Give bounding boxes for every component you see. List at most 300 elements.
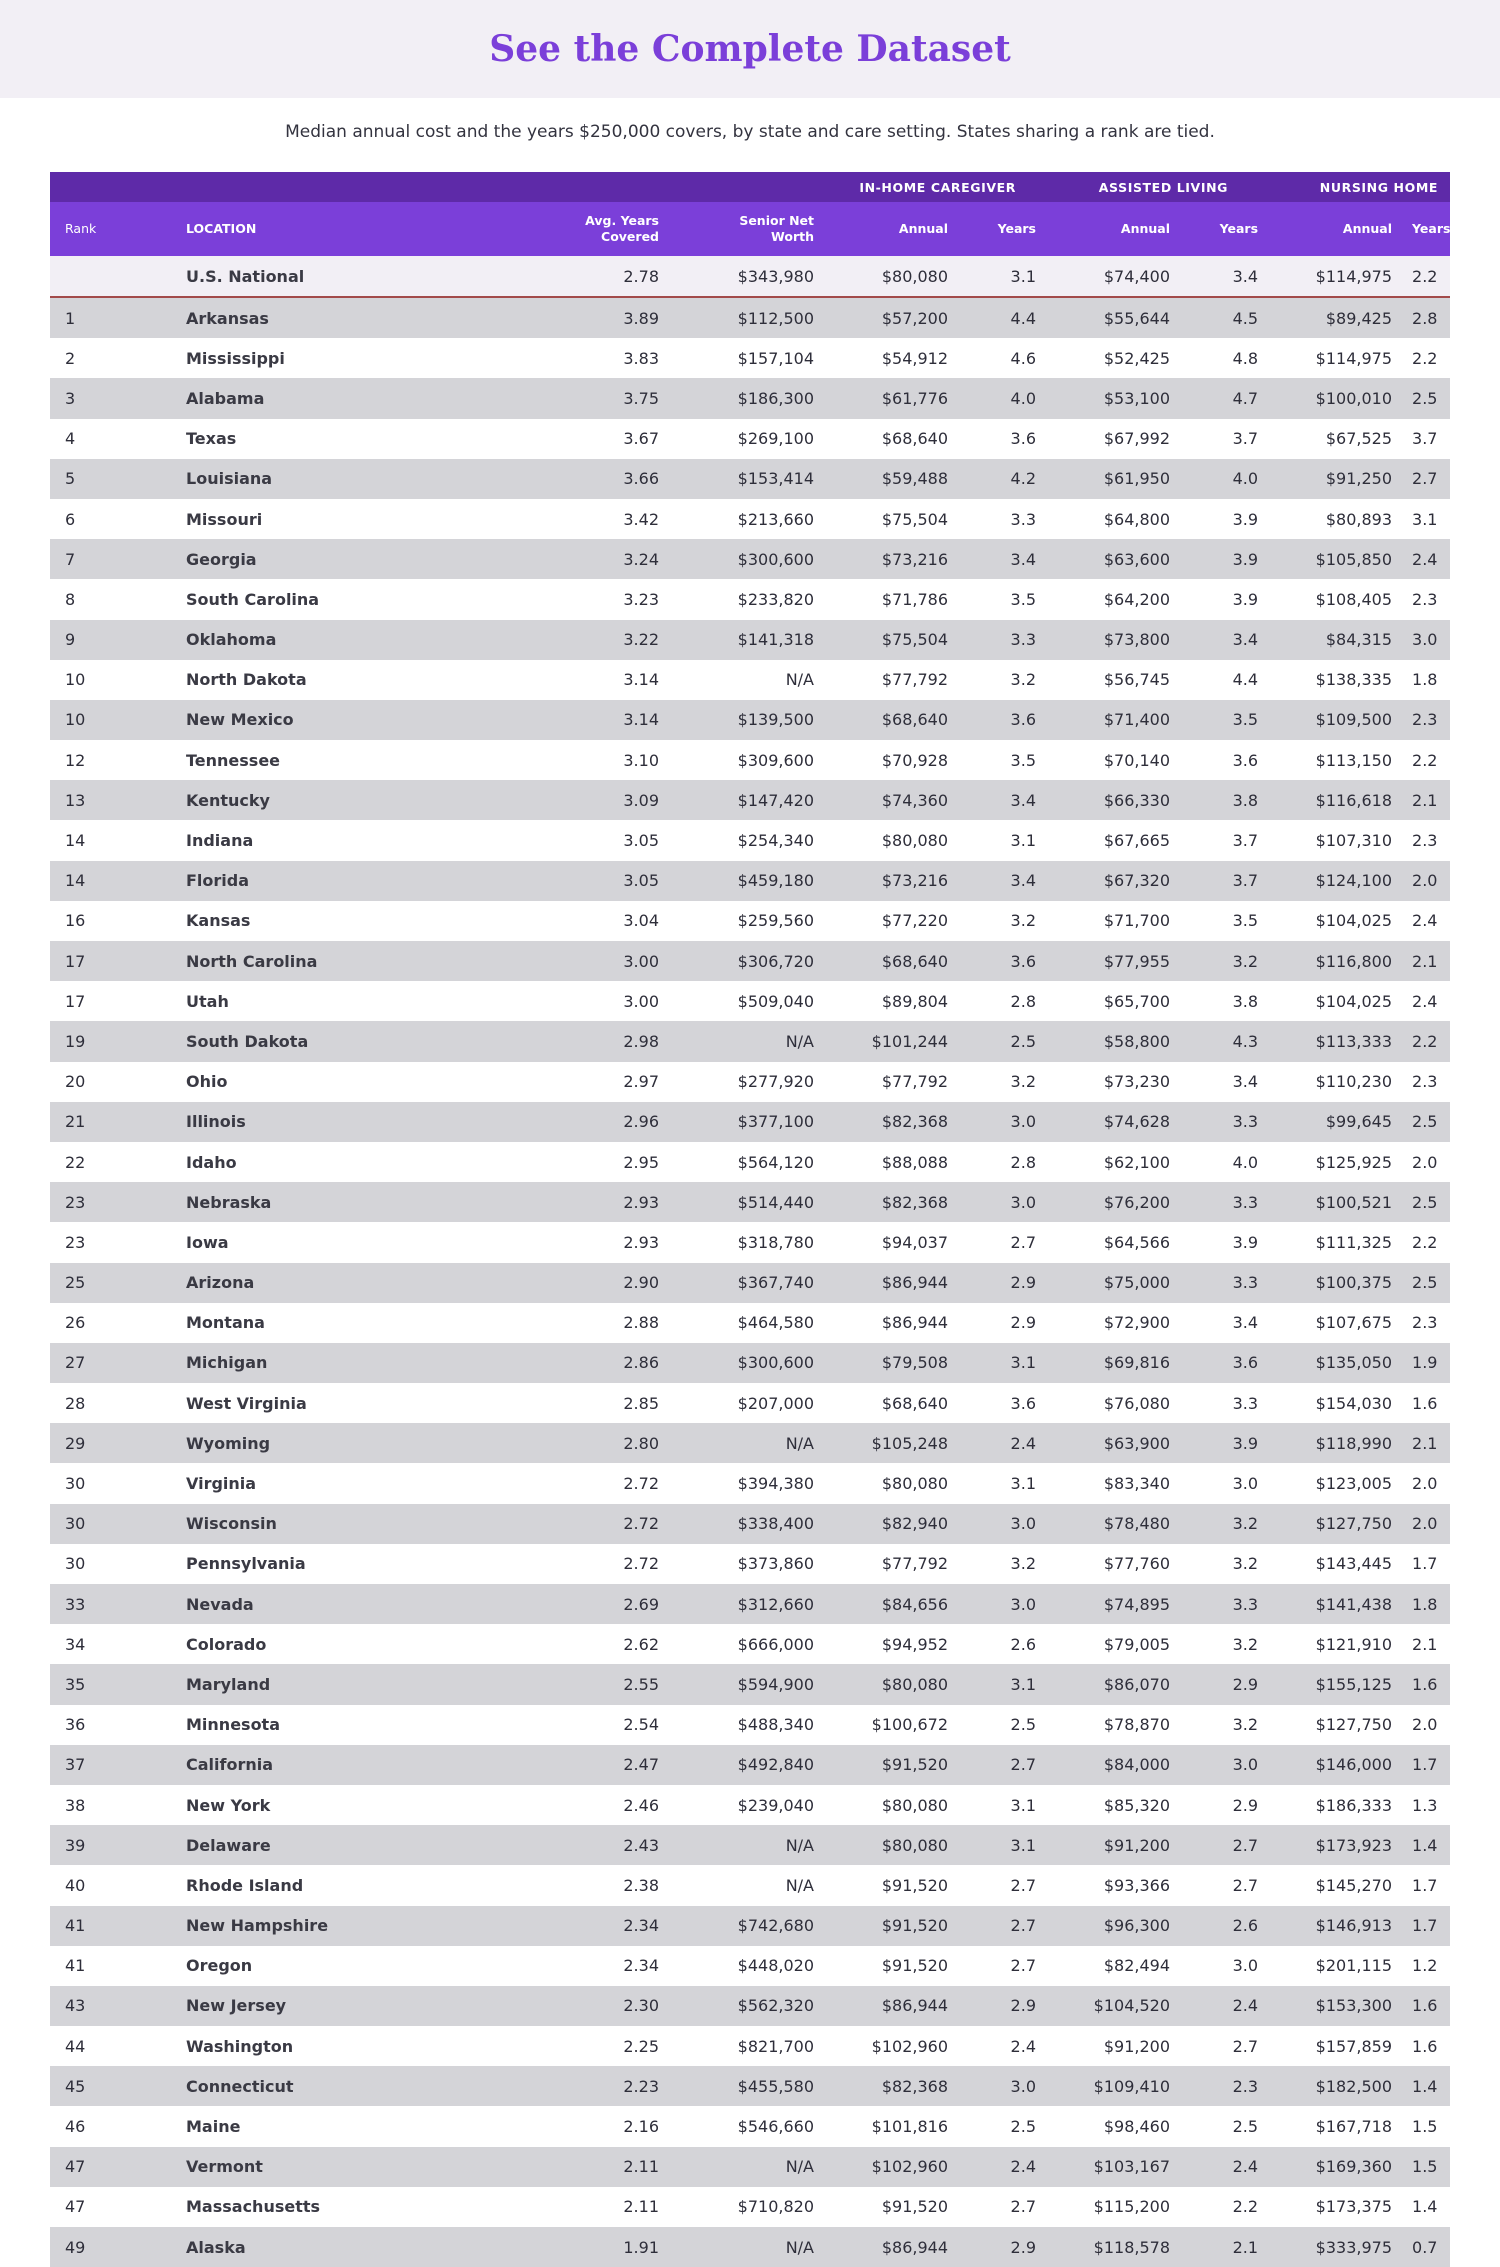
cell-net-worth: N/A bbox=[669, 1423, 824, 1463]
cell-in-home-years: 3.1 bbox=[958, 820, 1046, 860]
cell-location: Nevada bbox=[136, 1584, 436, 1624]
cell-avg-years: 2.93 bbox=[436, 1222, 669, 1262]
cell-in-home-annual: $80,080 bbox=[824, 1785, 958, 1825]
cell-assisted-years: 3.3 bbox=[1180, 1263, 1268, 1303]
cell-net-worth: $186,300 bbox=[669, 378, 824, 418]
cell-in-home-years: 2.9 bbox=[958, 1263, 1046, 1303]
cell-assisted-annual: $91,200 bbox=[1046, 2026, 1180, 2066]
cell-location: Texas bbox=[136, 419, 436, 459]
cell-in-home-annual: $73,216 bbox=[824, 539, 958, 579]
cell-net-worth: $309,600 bbox=[669, 740, 824, 780]
cell-avg-years: 3.14 bbox=[436, 660, 669, 700]
cell-in-home-annual: $61,776 bbox=[824, 378, 958, 418]
cell-nursing-annual: $118,990 bbox=[1268, 1423, 1402, 1463]
cell-assisted-years: 2.4 bbox=[1180, 2147, 1268, 2187]
table-row bbox=[50, 740, 1450, 780]
cell-net-worth: $213,660 bbox=[669, 499, 824, 539]
cell-assisted-annual: $75,000 bbox=[1046, 1263, 1180, 1303]
cell-in-home-years: 2.8 bbox=[958, 981, 1046, 1021]
table-row bbox=[50, 1865, 1450, 1905]
cell-avg-years: 2.72 bbox=[436, 1463, 669, 1503]
cell-assisted-annual: $77,955 bbox=[1046, 941, 1180, 981]
national-in-home-annual: $80,080 bbox=[824, 256, 958, 297]
cell-nursing-years: 2.5 bbox=[1402, 1102, 1450, 1142]
cell-assisted-annual: $72,900 bbox=[1046, 1303, 1180, 1343]
table-row bbox=[50, 2227, 1450, 2267]
cell-in-home-annual: $68,640 bbox=[824, 1383, 958, 1423]
cell-rank: 27 bbox=[50, 1343, 136, 1383]
cell-net-worth: $666,000 bbox=[669, 1624, 824, 1664]
cell-assisted-annual: $96,300 bbox=[1046, 1906, 1180, 1946]
cell-nursing-annual: $110,230 bbox=[1268, 1062, 1402, 1102]
cell-assisted-annual: $69,816 bbox=[1046, 1343, 1180, 1383]
cell-assisted-years: 3.8 bbox=[1180, 780, 1268, 820]
cell-nursing-years: 3.1 bbox=[1402, 499, 1450, 539]
cell-avg-years: 2.23 bbox=[436, 2066, 669, 2106]
cell-in-home-annual: $101,816 bbox=[824, 2106, 958, 2146]
cell-in-home-annual: $70,928 bbox=[824, 740, 958, 780]
cell-rank: 5 bbox=[50, 459, 136, 499]
cell-in-home-years: 3.6 bbox=[958, 1383, 1046, 1423]
cell-in-home-annual: $91,520 bbox=[824, 1865, 958, 1905]
cell-nursing-years: 2.5 bbox=[1402, 1182, 1450, 1222]
cell-rank: 10 bbox=[50, 700, 136, 740]
cell-in-home-years: 2.6 bbox=[958, 1624, 1046, 1664]
cell-nursing-years: 2.1 bbox=[1402, 941, 1450, 981]
cell-nursing-annual: $104,025 bbox=[1268, 901, 1402, 941]
group-header-row bbox=[50, 172, 1450, 202]
cell-assisted-years: 2.4 bbox=[1180, 1986, 1268, 2026]
table-row bbox=[50, 1785, 1450, 1825]
cell-in-home-annual: $86,944 bbox=[824, 1986, 958, 2026]
cell-assisted-annual: $115,200 bbox=[1046, 2187, 1180, 2227]
cell-nursing-years: 2.4 bbox=[1402, 539, 1450, 579]
table-row bbox=[50, 1946, 1450, 1986]
table-row bbox=[50, 419, 1450, 459]
cell-net-worth: $464,580 bbox=[669, 1303, 824, 1343]
national-in-home-years: 3.1 bbox=[958, 256, 1046, 297]
table-row bbox=[50, 1906, 1450, 1946]
cell-in-home-annual: $82,368 bbox=[824, 1102, 958, 1142]
cell-location: North Dakota bbox=[136, 660, 436, 700]
cell-net-worth: $306,720 bbox=[669, 941, 824, 981]
cell-in-home-years: 2.9 bbox=[958, 2227, 1046, 2267]
cell-location: Florida bbox=[136, 861, 436, 901]
cell-nursing-years: 2.0 bbox=[1402, 1142, 1450, 1182]
cell-nursing-annual: $141,438 bbox=[1268, 1584, 1402, 1624]
cell-avg-years: 3.66 bbox=[436, 459, 669, 499]
national-net-worth: $343,980 bbox=[669, 256, 824, 297]
cell-nursing-years: 2.0 bbox=[1402, 1504, 1450, 1544]
cell-nursing-years: 1.6 bbox=[1402, 1986, 1450, 2026]
cell-nursing-years: 2.1 bbox=[1402, 1624, 1450, 1664]
cell-location: Indiana bbox=[136, 820, 436, 860]
cell-in-home-years: 3.6 bbox=[958, 419, 1046, 459]
cell-in-home-years: 4.6 bbox=[958, 338, 1046, 378]
cell-avg-years: 2.72 bbox=[436, 1504, 669, 1544]
table-row bbox=[50, 1624, 1450, 1664]
table-row bbox=[50, 660, 1450, 700]
cell-net-worth: $455,580 bbox=[669, 2066, 824, 2106]
cell-nursing-annual: $333,975 bbox=[1268, 2227, 1402, 2267]
cell-assisted-years: 3.3 bbox=[1180, 1102, 1268, 1142]
cell-nursing-annual: $145,270 bbox=[1268, 1865, 1402, 1905]
table-row bbox=[50, 2106, 1450, 2146]
cell-avg-years: 2.34 bbox=[436, 1906, 669, 1946]
cell-in-home-annual: $75,504 bbox=[824, 499, 958, 539]
cell-nursing-annual: $127,750 bbox=[1268, 1705, 1402, 1745]
cell-in-home-years: 2.5 bbox=[958, 1021, 1046, 1061]
cell-avg-years: 2.25 bbox=[436, 2026, 669, 2066]
cell-rank: 23 bbox=[50, 1182, 136, 1222]
cell-assisted-years: 4.5 bbox=[1180, 297, 1268, 338]
cell-rank: 13 bbox=[50, 780, 136, 820]
cell-avg-years: 2.62 bbox=[436, 1624, 669, 1664]
cell-nursing-years: 1.7 bbox=[1402, 1906, 1450, 1946]
cell-location: Nebraska bbox=[136, 1182, 436, 1222]
cell-in-home-years: 2.7 bbox=[958, 2187, 1046, 2227]
cell-rank: 45 bbox=[50, 2066, 136, 2106]
cell-in-home-years: 3.1 bbox=[958, 1785, 1046, 1825]
table-row bbox=[50, 700, 1450, 740]
cell-in-home-years: 2.7 bbox=[958, 1946, 1046, 1986]
cell-rank: 30 bbox=[50, 1544, 136, 1584]
dataset-table bbox=[50, 172, 1450, 2267]
cell-rank: 14 bbox=[50, 861, 136, 901]
cell-rank: 10 bbox=[50, 660, 136, 700]
cell-assisted-annual: $56,745 bbox=[1046, 660, 1180, 700]
cell-location: Vermont bbox=[136, 2147, 436, 2187]
cell-nursing-annual: $125,925 bbox=[1268, 1142, 1402, 1182]
table-row bbox=[50, 1303, 1450, 1343]
cell-location: Iowa bbox=[136, 1222, 436, 1262]
cell-in-home-years: 3.2 bbox=[958, 1062, 1046, 1102]
column-header-net-worth-line2: Worth bbox=[771, 229, 814, 244]
cell-nursing-annual: $100,521 bbox=[1268, 1182, 1402, 1222]
cell-in-home-annual: $88,088 bbox=[824, 1142, 958, 1182]
cell-net-worth: $821,700 bbox=[669, 2026, 824, 2066]
column-header-assisted-years: Years bbox=[1180, 202, 1268, 256]
table-row bbox=[50, 620, 1450, 660]
table-row bbox=[50, 1986, 1450, 2026]
cell-assisted-years: 4.0 bbox=[1180, 1142, 1268, 1182]
cell-assisted-years: 3.0 bbox=[1180, 1745, 1268, 1785]
table-row bbox=[50, 459, 1450, 499]
cell-assisted-years: 4.3 bbox=[1180, 1021, 1268, 1061]
cell-in-home-years: 3.2 bbox=[958, 901, 1046, 941]
cell-nursing-years: 1.8 bbox=[1402, 1584, 1450, 1624]
cell-in-home-years: 3.1 bbox=[958, 1825, 1046, 1865]
cell-in-home-years: 2.4 bbox=[958, 1423, 1046, 1463]
cell-in-home-years: 3.6 bbox=[958, 941, 1046, 981]
cell-nursing-years: 2.0 bbox=[1402, 1705, 1450, 1745]
cell-assisted-annual: $109,410 bbox=[1046, 2066, 1180, 2106]
table-row bbox=[50, 1423, 1450, 1463]
cell-avg-years: 2.38 bbox=[436, 1865, 669, 1905]
table-row bbox=[50, 1825, 1450, 1865]
cell-rank: 40 bbox=[50, 1865, 136, 1905]
cell-nursing-years: 2.7 bbox=[1402, 459, 1450, 499]
cell-in-home-years: 2.4 bbox=[958, 2026, 1046, 2066]
cell-nursing-years: 2.5 bbox=[1402, 1263, 1450, 1303]
cell-rank: 38 bbox=[50, 1785, 136, 1825]
cell-nursing-annual: $113,150 bbox=[1268, 740, 1402, 780]
cell-assisted-years: 3.5 bbox=[1180, 700, 1268, 740]
cell-in-home-annual: $91,520 bbox=[824, 1745, 958, 1785]
cell-assisted-annual: $63,900 bbox=[1046, 1423, 1180, 1463]
cell-nursing-years: 1.6 bbox=[1402, 1383, 1450, 1423]
table-row bbox=[50, 981, 1450, 1021]
cell-assisted-years: 2.3 bbox=[1180, 2066, 1268, 2106]
cell-in-home-annual: $77,792 bbox=[824, 1062, 958, 1102]
cell-assisted-years: 3.9 bbox=[1180, 579, 1268, 619]
table-row bbox=[50, 297, 1450, 338]
table-row bbox=[50, 1182, 1450, 1222]
national-location: U.S. National bbox=[136, 256, 436, 297]
cell-nursing-years: 2.4 bbox=[1402, 901, 1450, 941]
cell-net-worth: N/A bbox=[669, 2227, 824, 2267]
cell-assisted-annual: $98,460 bbox=[1046, 2106, 1180, 2146]
cell-nursing-annual: $154,030 bbox=[1268, 1383, 1402, 1423]
cell-rank: 17 bbox=[50, 981, 136, 1021]
cell-location: Oregon bbox=[136, 1946, 436, 1986]
cell-nursing-years: 2.5 bbox=[1402, 378, 1450, 418]
cell-assisted-years: 3.9 bbox=[1180, 499, 1268, 539]
cell-nursing-years: 1.5 bbox=[1402, 2147, 1450, 2187]
cell-nursing-annual: $80,893 bbox=[1268, 499, 1402, 539]
cell-avg-years: 3.89 bbox=[436, 297, 669, 338]
cell-assisted-annual: $62,100 bbox=[1046, 1142, 1180, 1182]
cell-location: Georgia bbox=[136, 539, 436, 579]
cell-location: Washington bbox=[136, 2026, 436, 2066]
cell-location: North Carolina bbox=[136, 941, 436, 981]
table-row bbox=[50, 1062, 1450, 1102]
cell-assisted-years: 3.7 bbox=[1180, 861, 1268, 901]
dataset-table-container bbox=[50, 172, 1450, 2267]
cell-nursing-annual: $157,859 bbox=[1268, 2026, 1402, 2066]
cell-location: New Mexico bbox=[136, 700, 436, 740]
cell-assisted-annual: $118,578 bbox=[1046, 2227, 1180, 2267]
cell-location: Illinois bbox=[136, 1102, 436, 1142]
cell-location: Minnesota bbox=[136, 1705, 436, 1745]
column-header-avg-years-line2: Covered bbox=[601, 229, 659, 244]
column-header-avg-years-line1: Avg. Years bbox=[585, 213, 659, 228]
cell-location: Maryland bbox=[136, 1664, 436, 1704]
cell-rank: 20 bbox=[50, 1062, 136, 1102]
cell-in-home-annual: $86,944 bbox=[824, 2227, 958, 2267]
cell-net-worth: N/A bbox=[669, 2147, 824, 2187]
cell-in-home-annual: $68,640 bbox=[824, 419, 958, 459]
table-row bbox=[50, 1021, 1450, 1061]
cell-nursing-years: 2.8 bbox=[1402, 297, 1450, 338]
cell-assisted-annual: $93,366 bbox=[1046, 1865, 1180, 1905]
cell-in-home-years: 2.5 bbox=[958, 2106, 1046, 2146]
table-row bbox=[50, 780, 1450, 820]
cell-nursing-annual: $124,100 bbox=[1268, 861, 1402, 901]
cell-avg-years: 3.67 bbox=[436, 419, 669, 459]
cell-net-worth: $269,100 bbox=[669, 419, 824, 459]
cell-assisted-years: 3.2 bbox=[1180, 941, 1268, 981]
cell-location: West Virginia bbox=[136, 1383, 436, 1423]
cell-nursing-years: 2.3 bbox=[1402, 579, 1450, 619]
cell-avg-years: 2.55 bbox=[436, 1664, 669, 1704]
cell-nursing-annual: $153,300 bbox=[1268, 1986, 1402, 2026]
cell-location: South Carolina bbox=[136, 579, 436, 619]
cell-assisted-years: 3.0 bbox=[1180, 1946, 1268, 1986]
cell-avg-years: 2.46 bbox=[436, 1785, 669, 1825]
column-header-avg-years bbox=[436, 202, 669, 256]
cell-location: Rhode Island bbox=[136, 1865, 436, 1905]
table-row bbox=[50, 2066, 1450, 2106]
cell-assisted-annual: $53,100 bbox=[1046, 378, 1180, 418]
cell-net-worth: $448,020 bbox=[669, 1946, 824, 1986]
cell-in-home-annual: $59,488 bbox=[824, 459, 958, 499]
cell-avg-years: 2.80 bbox=[436, 1423, 669, 1463]
cell-in-home-annual: $91,520 bbox=[824, 2187, 958, 2227]
cell-avg-years: 2.97 bbox=[436, 1062, 669, 1102]
national-rank bbox=[50, 256, 136, 297]
cell-assisted-years: 3.8 bbox=[1180, 981, 1268, 1021]
cell-assisted-years: 3.9 bbox=[1180, 1222, 1268, 1262]
cell-in-home-years: 2.5 bbox=[958, 1705, 1046, 1745]
cell-net-worth: $233,820 bbox=[669, 579, 824, 619]
cell-avg-years: 2.16 bbox=[436, 2106, 669, 2146]
cell-rank: 46 bbox=[50, 2106, 136, 2146]
cell-in-home-annual: $94,952 bbox=[824, 1624, 958, 1664]
cell-assisted-years: 3.0 bbox=[1180, 1463, 1268, 1503]
cell-assisted-years: 3.3 bbox=[1180, 1584, 1268, 1624]
cell-rank: 12 bbox=[50, 740, 136, 780]
cell-rank: 14 bbox=[50, 820, 136, 860]
cell-assisted-years: 3.5 bbox=[1180, 901, 1268, 941]
cell-nursing-annual: $135,050 bbox=[1268, 1343, 1402, 1383]
cell-nursing-annual: $155,125 bbox=[1268, 1664, 1402, 1704]
cell-nursing-years: 2.1 bbox=[1402, 780, 1450, 820]
cell-nursing-annual: $67,525 bbox=[1268, 419, 1402, 459]
column-header-nursing-annual: Annual bbox=[1268, 202, 1402, 256]
cell-rank: 35 bbox=[50, 1664, 136, 1704]
cell-in-home-years: 3.2 bbox=[958, 1544, 1046, 1584]
cell-assisted-years: 4.0 bbox=[1180, 459, 1268, 499]
cell-avg-years: 2.88 bbox=[436, 1303, 669, 1343]
cell-assisted-annual: $58,800 bbox=[1046, 1021, 1180, 1061]
cell-avg-years: 2.69 bbox=[436, 1584, 669, 1624]
cell-in-home-annual: $57,200 bbox=[824, 297, 958, 338]
cell-nursing-annual: $99,645 bbox=[1268, 1102, 1402, 1142]
cell-avg-years: 2.93 bbox=[436, 1182, 669, 1222]
cell-avg-years: 2.95 bbox=[436, 1142, 669, 1182]
table-row bbox=[50, 1745, 1450, 1785]
cell-location: New York bbox=[136, 1785, 436, 1825]
page-title: See the Complete Dataset bbox=[489, 28, 1011, 70]
cell-assisted-annual: $91,200 bbox=[1046, 1825, 1180, 1865]
cell-nursing-years: 1.4 bbox=[1402, 2066, 1450, 2106]
cell-rank: 34 bbox=[50, 1624, 136, 1664]
cell-rank: 49 bbox=[50, 2227, 136, 2267]
cell-nursing-annual: $169,360 bbox=[1268, 2147, 1402, 2187]
cell-net-worth: $594,900 bbox=[669, 1664, 824, 1704]
cell-in-home-years: 4.2 bbox=[958, 459, 1046, 499]
table-row bbox=[50, 1102, 1450, 1142]
cell-nursing-years: 1.4 bbox=[1402, 2187, 1450, 2227]
cell-location: Virginia bbox=[136, 1463, 436, 1503]
cell-location: Idaho bbox=[136, 1142, 436, 1182]
cell-assisted-annual: $77,760 bbox=[1046, 1544, 1180, 1584]
cell-net-worth: N/A bbox=[669, 1825, 824, 1865]
cell-assisted-annual: $103,167 bbox=[1046, 2147, 1180, 2187]
cell-in-home-years: 2.7 bbox=[958, 1865, 1046, 1905]
cell-assisted-annual: $64,800 bbox=[1046, 499, 1180, 539]
cell-nursing-years: 2.4 bbox=[1402, 981, 1450, 1021]
cell-rank: 23 bbox=[50, 1222, 136, 1262]
cell-location: Oklahoma bbox=[136, 620, 436, 660]
cell-in-home-annual: $80,080 bbox=[824, 1664, 958, 1704]
cell-rank: 30 bbox=[50, 1463, 136, 1503]
cell-avg-years: 2.43 bbox=[436, 1825, 669, 1865]
cell-assisted-years: 2.9 bbox=[1180, 1785, 1268, 1825]
cell-nursing-annual: $167,718 bbox=[1268, 2106, 1402, 2146]
cell-rank: 9 bbox=[50, 620, 136, 660]
cell-net-worth: $312,660 bbox=[669, 1584, 824, 1624]
cell-assisted-years: 3.7 bbox=[1180, 419, 1268, 459]
cell-rank: 2 bbox=[50, 338, 136, 378]
cell-assisted-annual: $73,230 bbox=[1046, 1062, 1180, 1102]
table-row bbox=[50, 2187, 1450, 2227]
cell-location: Delaware bbox=[136, 1825, 436, 1865]
cell-in-home-annual: $91,520 bbox=[824, 1906, 958, 1946]
cell-assisted-years: 3.3 bbox=[1180, 1182, 1268, 1222]
cell-net-worth: $338,400 bbox=[669, 1504, 824, 1544]
cell-in-home-years: 2.7 bbox=[958, 1745, 1046, 1785]
table-row bbox=[50, 1705, 1450, 1745]
cell-rank: 25 bbox=[50, 1263, 136, 1303]
cell-location: Arizona bbox=[136, 1263, 436, 1303]
cell-location: South Dakota bbox=[136, 1021, 436, 1061]
cell-rank: 16 bbox=[50, 901, 136, 941]
cell-assisted-annual: $82,494 bbox=[1046, 1946, 1180, 1986]
cell-location: New Hampshire bbox=[136, 1906, 436, 1946]
cell-nursing-years: 2.0 bbox=[1402, 1463, 1450, 1503]
cell-assisted-annual: $73,800 bbox=[1046, 620, 1180, 660]
cell-net-worth: $492,840 bbox=[669, 1745, 824, 1785]
cell-assisted-annual: $74,628 bbox=[1046, 1102, 1180, 1142]
table-row bbox=[50, 941, 1450, 981]
cell-location: Massachusetts bbox=[136, 2187, 436, 2227]
cell-avg-years: 2.98 bbox=[436, 1021, 669, 1061]
cell-nursing-years: 2.2 bbox=[1402, 740, 1450, 780]
cell-nursing-years: 2.2 bbox=[1402, 1222, 1450, 1262]
cell-net-worth: $318,780 bbox=[669, 1222, 824, 1262]
cell-in-home-annual: $82,368 bbox=[824, 1182, 958, 1222]
cell-in-home-years: 3.4 bbox=[958, 861, 1046, 901]
national-nursing-annual: $114,975 bbox=[1268, 256, 1402, 297]
cell-location: Alaska bbox=[136, 2227, 436, 2267]
cell-in-home-years: 3.1 bbox=[958, 1343, 1046, 1383]
cell-net-worth: $488,340 bbox=[669, 1705, 824, 1745]
cell-nursing-annual: $107,675 bbox=[1268, 1303, 1402, 1343]
cell-nursing-annual: $121,910 bbox=[1268, 1624, 1402, 1664]
cell-assisted-years: 2.1 bbox=[1180, 2227, 1268, 2267]
cell-nursing-annual: $91,250 bbox=[1268, 459, 1402, 499]
cell-assisted-years: 2.9 bbox=[1180, 1664, 1268, 1704]
cell-net-worth: $377,100 bbox=[669, 1102, 824, 1142]
cell-in-home-annual: $86,944 bbox=[824, 1303, 958, 1343]
column-header-assisted-annual: Annual bbox=[1046, 202, 1180, 256]
column-header-location: LOCATION bbox=[136, 202, 436, 256]
cell-nursing-years: 1.6 bbox=[1402, 2026, 1450, 2066]
cell-avg-years: 2.86 bbox=[436, 1343, 669, 1383]
cell-assisted-years: 2.7 bbox=[1180, 1825, 1268, 1865]
